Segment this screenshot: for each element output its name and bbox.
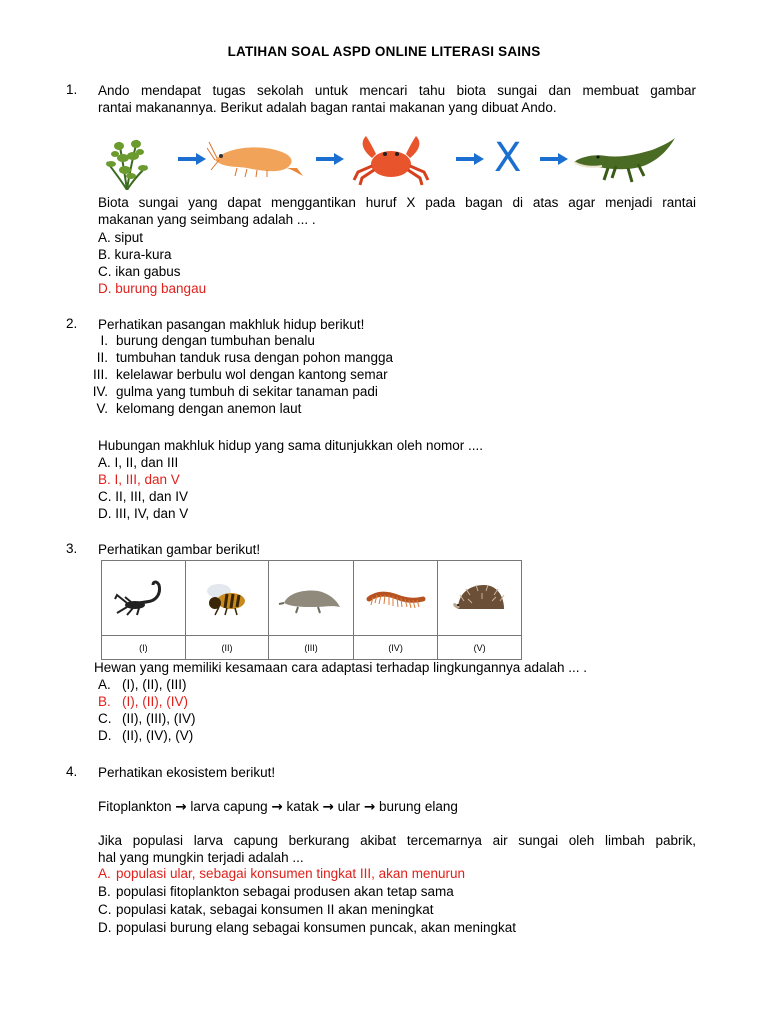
q3-intro: Perhatikan gambar berikut! <box>98 542 261 557</box>
q1-option-c[interactable]: C. ikan gabus <box>98 264 181 279</box>
chain-item: katak <box>286 799 319 814</box>
q2-item-text: gulma yang tumbuh di sekitar tanaman padi <box>116 384 378 399</box>
q3-option-a[interactable] <box>98 677 186 692</box>
q2-item-numeral: III. <box>92 367 108 382</box>
centipede-image <box>363 577 429 617</box>
q1-number: 1. <box>66 82 78 97</box>
animal-cell <box>269 561 354 636</box>
q2-option-b-answer[interactable]: B. I, III, dan V <box>98 472 180 487</box>
pangolin-image <box>278 577 344 617</box>
q3-option-d[interactable] <box>98 728 193 743</box>
q1-question <box>98 194 696 228</box>
caption-iv: (IV) <box>353 636 438 660</box>
q2-intro: Perhatikan pasangan makhluk hidup berikut! <box>98 317 365 332</box>
option-text: populasi burung elang sebagai konsumen puncak, akan meningkat <box>116 920 517 935</box>
q1-intro-line2: rantai makanannya. Berikut adalah bagan rantai makanan yang dibuat Ando. <box>98 100 557 115</box>
caption-ii: (II) <box>185 636 269 660</box>
animal-cell <box>185 561 269 636</box>
q4-question <box>98 832 696 866</box>
q1-question-line2: makanan yang seimbang adalah ... . <box>98 212 316 227</box>
option-text: (I), (II), (III) <box>122 677 187 692</box>
caption-i: (I) <box>102 636 186 660</box>
option-text: (II), (III), (IV) <box>122 711 196 726</box>
q1-option-a[interactable]: A. siput <box>98 230 144 245</box>
q1-intro-line1: Ando mendapat tugas sekolah untuk mencari tahu biota sungai dan membuat gambar <box>98 83 696 98</box>
q2-item-text: kelelawar berbulu wol dengan kantong semar <box>116 367 388 382</box>
q2-item-numeral: V. <box>96 401 108 416</box>
missing-organism-label: X <box>494 135 522 181</box>
q3-question: Hewan yang memiliki kesamaan cara adaptasi terhadap lingkungannya adalah ... . <box>94 660 588 675</box>
q2-item-numeral: I. <box>100 333 108 348</box>
q2-item-numeral: II. <box>96 350 108 365</box>
q1-option-d-answer[interactable]: D. burung bangau <box>98 281 207 296</box>
chain-arrow-icon: → <box>271 799 283 815</box>
option-letter: D. <box>98 920 112 935</box>
option-text: populasi katak, sebagai konsumen II akan meningkat <box>116 902 434 917</box>
q4-number: 4. <box>66 764 78 779</box>
chain-item: burung elang <box>379 799 458 814</box>
hedgehog-image <box>450 577 510 617</box>
option-text: populasi ular, sebagai konsumen tingkat III, akan menurun <box>116 866 465 881</box>
option-text: populasi fitoplankton sebagai produsen akan tetap sama <box>116 884 454 899</box>
page-title: LATIHAN SOAL ASPD ONLINE LITERASI SAINS <box>227 44 541 59</box>
chain-arrow-icon <box>178 152 206 166</box>
chain-arrow-icon <box>540 152 568 166</box>
option-text: (II), (IV), (V) <box>122 728 194 743</box>
q2-item-numeral: IV. <box>92 384 108 399</box>
animal-cell <box>438 561 522 636</box>
q3-option-b-answer[interactable] <box>98 694 188 709</box>
q4-intro: Perhatikan ekosistem berikut! <box>98 765 276 780</box>
q2-options <box>98 454 696 522</box>
animal-cell <box>353 561 438 636</box>
option-letter: C. <box>98 902 112 917</box>
chain-arrow-icon: → <box>363 799 376 815</box>
chain-item: Fitoplankton <box>98 799 172 814</box>
q1-option-b[interactable]: B. kura-kura <box>98 247 172 262</box>
q3-option-c[interactable] <box>98 711 196 726</box>
crab-image <box>350 132 432 186</box>
q2-item-text: kelomang dengan anemon laut <box>116 401 302 416</box>
bee-image <box>197 577 257 617</box>
caption-iii: (III) <box>269 636 354 660</box>
q4-question-line1: Jika populasi larva capung berkurang akibat tercemarnya air sungai oleh limbah pabrik, <box>98 833 696 848</box>
q1-intro <box>98 82 696 116</box>
food-chain <box>98 798 696 816</box>
animal-picture-table <box>101 560 522 660</box>
chain-item: larva capung <box>190 799 268 814</box>
crocodile-image <box>572 136 676 188</box>
option-text: (I), (II), (IV) <box>122 694 188 709</box>
option-letter: A. <box>98 677 111 692</box>
q1-question-line1: Biota sungai yang dapat menggantikan huruf X pada bagan di atas agar menjadi rantai <box>98 195 696 210</box>
option-letter: C. <box>98 711 112 726</box>
option-letter: A. <box>98 866 111 881</box>
q2-question: Hubungan makhluk hidup yang sama ditunjukkan oleh nomor .... <box>98 438 483 453</box>
q1-options <box>98 229 696 297</box>
option-letter: B. <box>98 694 111 709</box>
aquatic-plant-image <box>103 136 151 190</box>
caption-v: (V) <box>438 636 522 660</box>
q4-question-line2: hal yang mungkin terjadi adalah ... <box>98 850 304 865</box>
q4-option-b[interactable] <box>98 884 454 899</box>
animal-cell <box>102 561 186 636</box>
q2-item-text: burung dengan tumbuhan benalu <box>116 333 315 348</box>
q2-item-text: tumbuhan tanduk rusa dengan pohon mangga <box>116 350 393 365</box>
q4-option-d[interactable] <box>98 920 516 935</box>
chain-item: ular <box>337 799 361 814</box>
option-letter: D. <box>98 728 112 743</box>
scorpion-image <box>113 577 173 617</box>
option-letter: B. <box>98 884 111 899</box>
q4-option-a-answer[interactable] <box>98 866 465 881</box>
shrimp-image <box>207 140 307 178</box>
q2-option-c[interactable]: C. II, III, dan IV <box>98 489 189 504</box>
chain-arrow-icon: → <box>322 799 334 815</box>
q2-number: 2. <box>66 316 78 331</box>
q2-option-d[interactable]: D. III, IV, dan V <box>98 506 189 521</box>
q4-option-c[interactable] <box>98 902 433 917</box>
q2-option-a[interactable]: A. I, II, dan III <box>98 455 179 470</box>
chain-arrow-icon: → <box>175 799 187 815</box>
chain-arrow-icon <box>316 152 344 166</box>
q3-number: 3. <box>66 541 78 556</box>
chain-arrow-icon <box>456 152 484 166</box>
